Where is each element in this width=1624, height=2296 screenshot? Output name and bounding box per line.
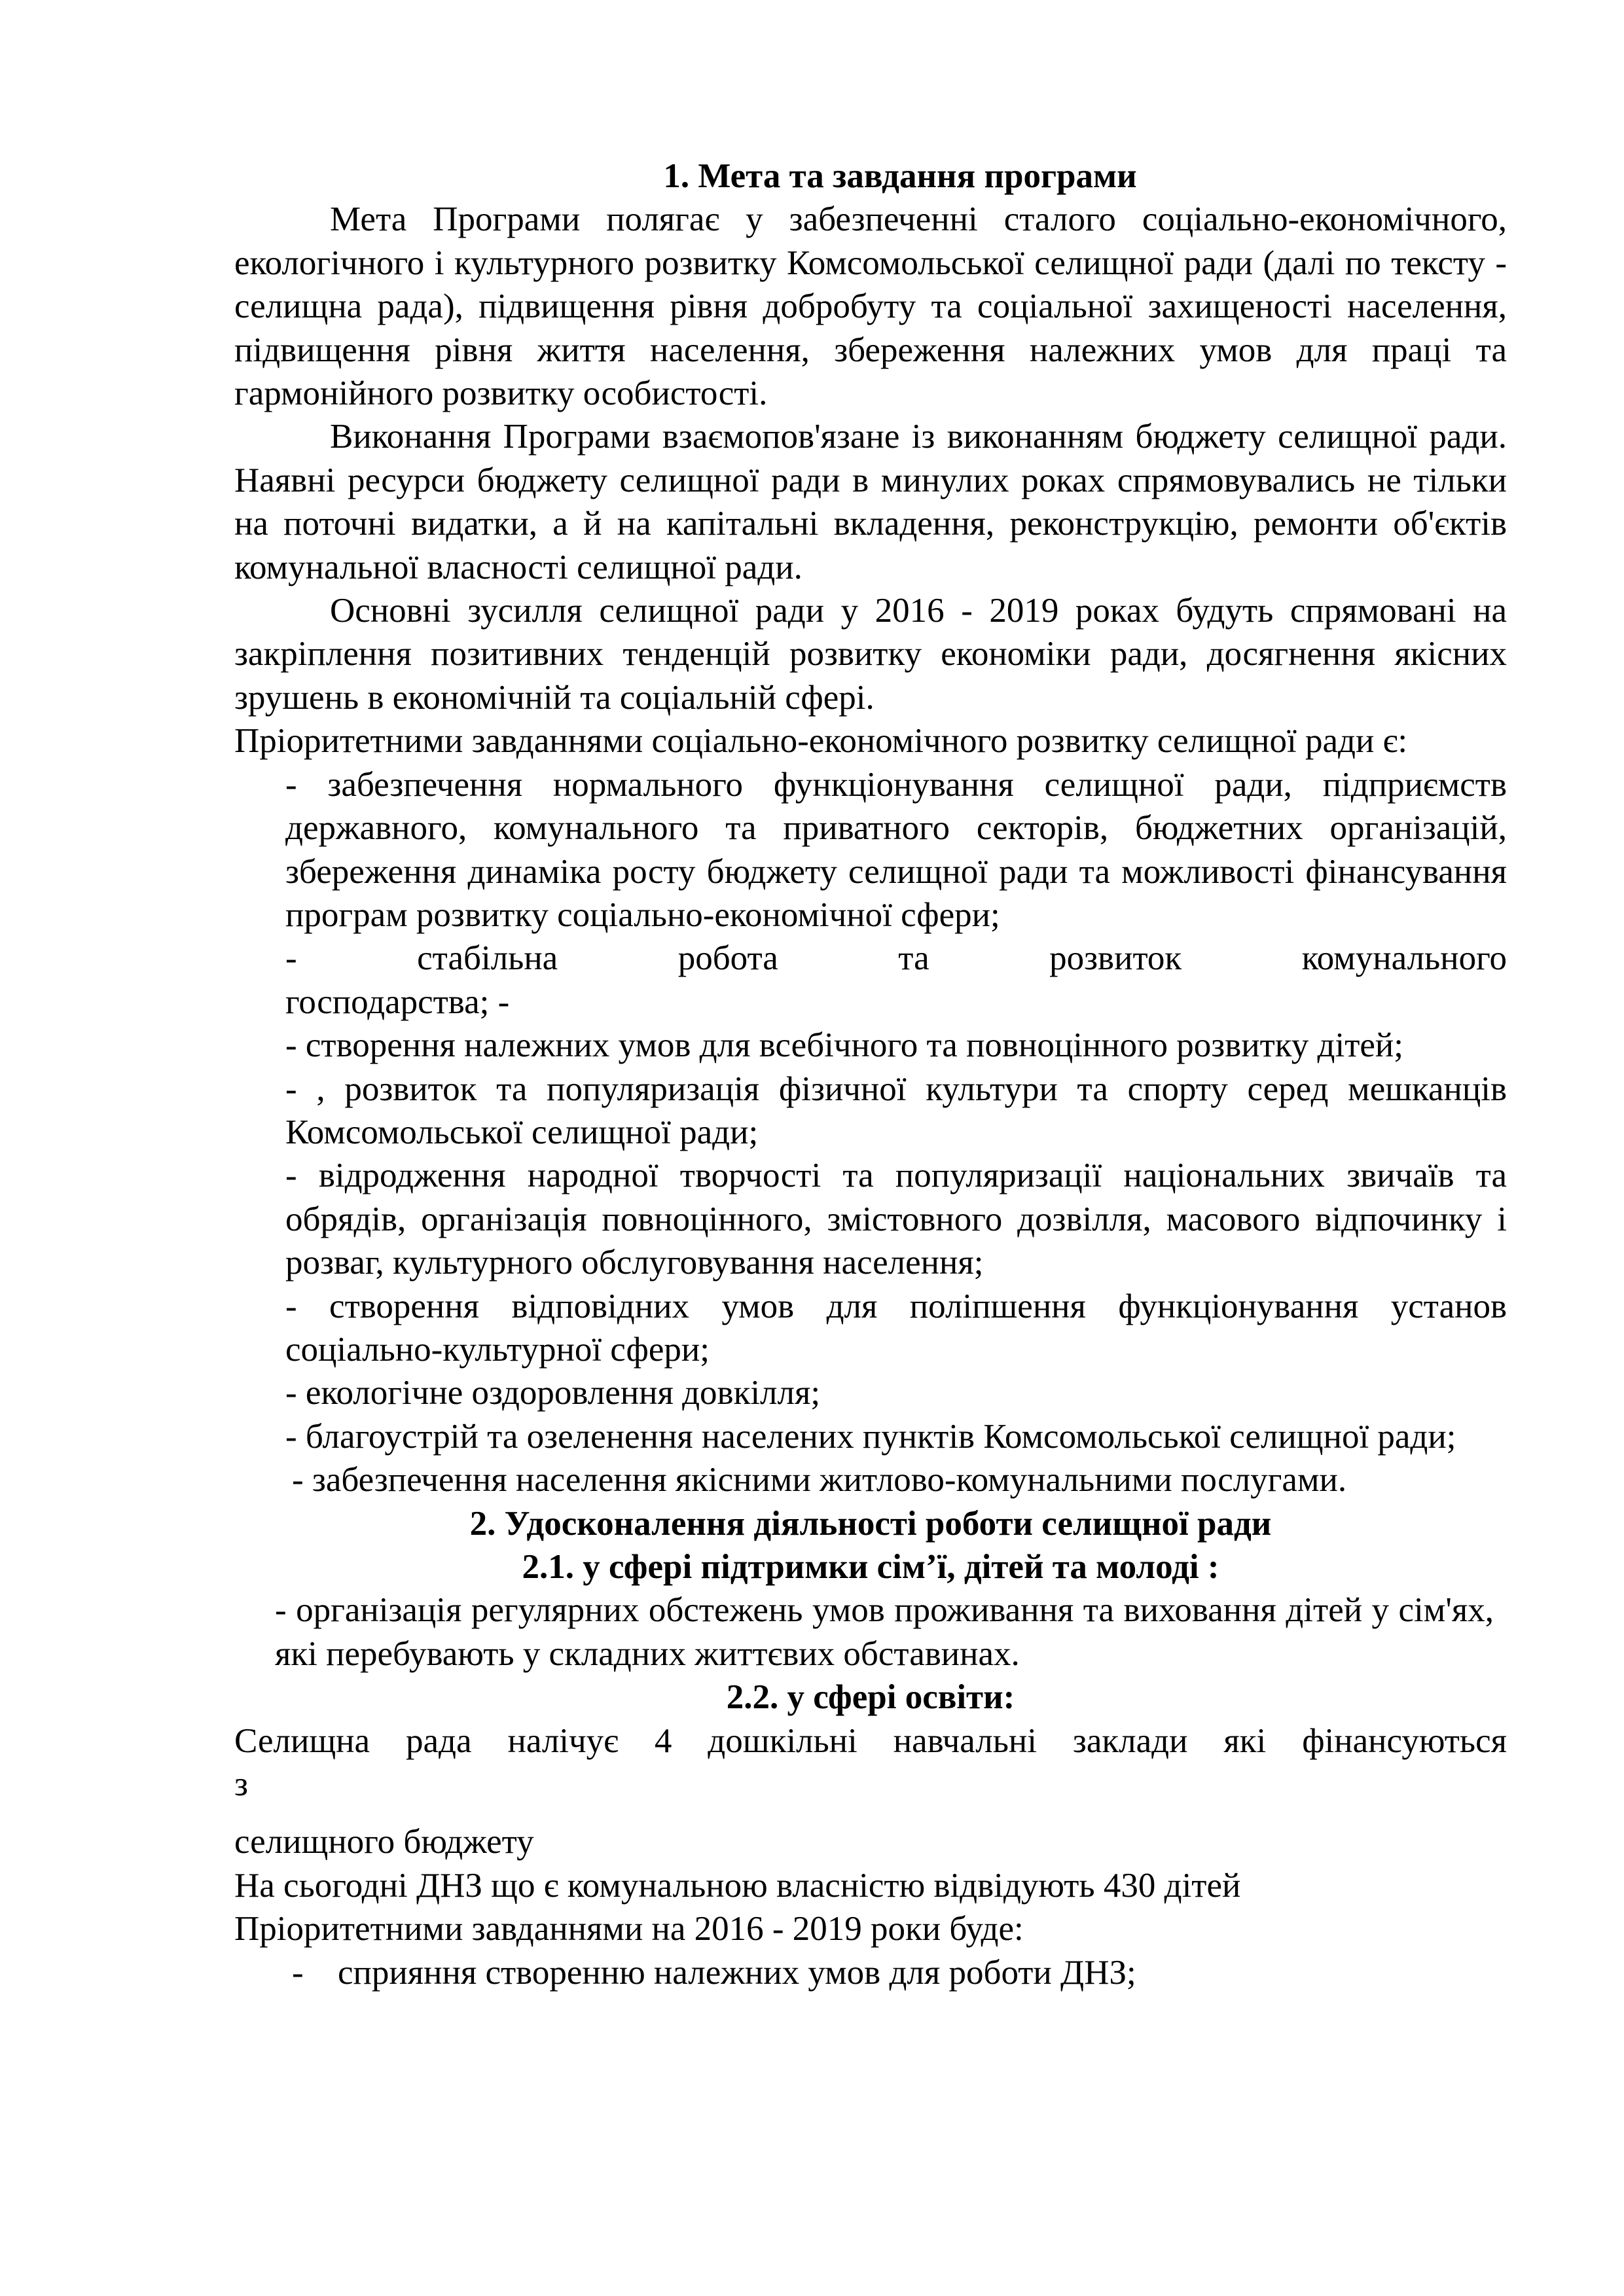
priority-item: - благоустрій та озеленення населених пунктів Комсомольської селищної ради;	[285, 1417, 1456, 1456]
priority-item: - забезпечення нормального функціонування селищної ради, підприємств державного, комунального та приватного секторів, бюджетних організацій, збереження динаміка росту бюджету селищної ради та можливості фінансування програм розвитку соціально-економічної сфери;	[285, 765, 1507, 934]
efforts-paragraph: Основні зусилля селищної ради у 2016 - 2019 роках будуть спрямовані на закріплення позитивних тенденцій розвитку економіки ради, досягнення якісних зрушень в економічній та соціальній сфері.	[234, 592, 1507, 717]
kindergarten-attendance: На сьогодні ДНЗ що є комунальною власністю відвідують 430 дітей	[234, 1866, 1241, 1905]
goal-paragraph: Мета Програми полягає у забезпеченні сталого соціально-економічного, екологічного і культурного розвитку Комсомольської селищної ради (далі по тексту - селищна рада), підвищення рівня добробуту та соціальної захищеності населення, підвищення рівня життя населення, збереження належних умов для праці та гармонійного розвитку особистості.	[234, 200, 1507, 413]
education-line: Селищна рада налічує 4 дошкільні навчальні заклади які фінансуються	[234, 1721, 1507, 1760]
priority-item: - створення відповідних умов для поліпшення функціонування установ соціально-культурної сфери;	[285, 1287, 1507, 1369]
priorities-intro: Пріоритетними завданнями соціально-економічного розвитку селищної ради є:	[234, 722, 1408, 761]
subsection-2-1-heading: 2.1. у сфері підтримки сім’ї, дітей та молоді :	[522, 1548, 1219, 1586]
priority-item: господарства; -	[285, 982, 510, 1021]
budget-paragraph: Виконання Програми взаємопов'язане із виконанням бюджету селищної ради. Наявні ресурси бюджету селищної ради в минулих роках спрямовувались не тільки на поточні видатки, а й на капітальні вкладення, реконструкцію, ремонти об'єктів комунальної власності селищної ради.	[234, 418, 1507, 586]
education-priorities-intro: Пріоритетними завданнями на 2016 - 2019 роки буде:	[234, 1910, 1024, 1948]
priority-item: - екологічне оздоровлення довкілля;	[285, 1374, 821, 1412]
education-priority-text: сприяння створенню належних умов для роботи ДНЗ;	[338, 1953, 1136, 1992]
education-priority-item	[234, 1951, 1507, 1994]
subsection-2-2-heading: 2.2. у сфері освіти:	[726, 1678, 1015, 1717]
document-body	[234, 154, 1507, 1994]
family-support-item: - організація регулярних обстежень умов проживання та виховання дітей у сім'ях, які перебувають у складних життєвих обставинах.	[275, 1591, 1494, 1673]
education-line: з	[234, 1765, 248, 1804]
list-dash: -	[292, 1953, 304, 1992]
priority-item: - відродження народної творчості та популяризації національних звичаїв та обрядів, організація повноцінного, змістовного дозвілля, масового відпочинку і розваг, культурного обслуговування населення;	[285, 1157, 1507, 1282]
priority-item: - створення належних умов для всебічного та повноцінного розвитку дітей;	[285, 1026, 1404, 1065]
priority-item: - стабільна робота та розвиток комунального	[285, 939, 1507, 978]
priority-item: - , розвиток та популяризація фізичної культури та спорту серед мешканців Комсомольської селищної ради;	[285, 1069, 1507, 1151]
section-1-heading: 1. Мета та завдання програми	[663, 157, 1137, 195]
section-2-heading: 2. Удосконалення діяльності роботи селищної ради	[469, 1504, 1272, 1543]
education-line: селищного бюджету	[234, 1823, 534, 1861]
priority-item: - забезпечення населення якісними житлово-комунальними послугами.	[292, 1461, 1347, 1499]
